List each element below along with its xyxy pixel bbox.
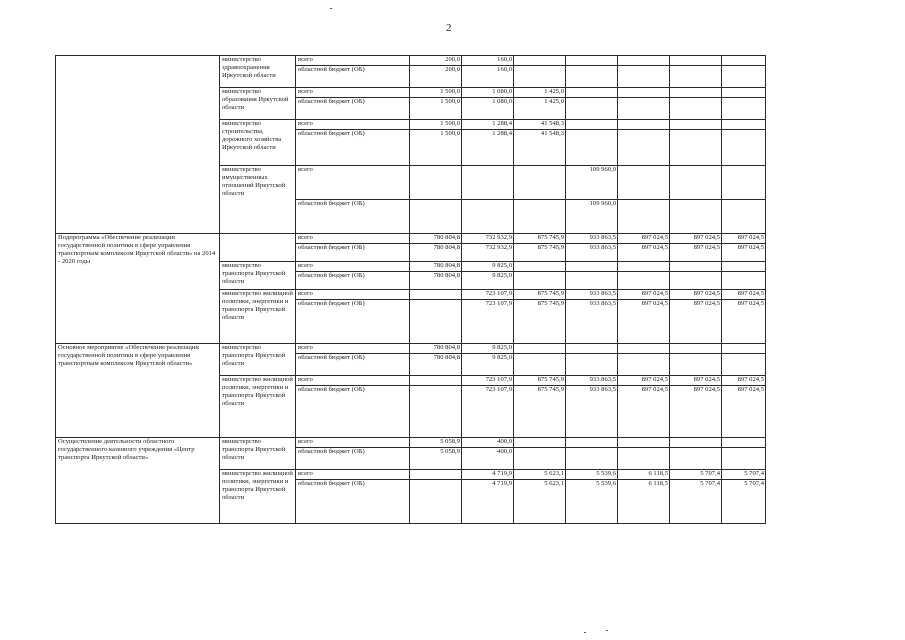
- value-cell: 897 024,5: [670, 300, 722, 344]
- value-cell: [462, 200, 514, 234]
- value-cell: [618, 66, 670, 88]
- value-cell: [670, 88, 722, 98]
- value-cell: 723 107,9: [462, 290, 514, 300]
- value-cell: [566, 438, 618, 448]
- value-cell: [566, 262, 618, 272]
- value-cell: [462, 166, 514, 200]
- executor-cell: министерство имущественных отношений Иркутской области: [220, 166, 296, 234]
- value-cell: 897 024,5: [670, 386, 722, 438]
- value-cell: [514, 448, 566, 470]
- value-cell: [670, 130, 722, 166]
- value-cell: [566, 130, 618, 166]
- value-cell: 732 932,9: [462, 234, 514, 244]
- value-cell: 6 118,5: [618, 470, 670, 480]
- executor-cell: министерство строительства, дорожного хозяйства Иркутской области: [220, 120, 296, 166]
- value-cell: [722, 88, 766, 98]
- value-cell: [670, 448, 722, 470]
- value-cell: 9 825,0: [462, 344, 514, 354]
- value-cell: 1 500,0: [410, 130, 462, 166]
- value-cell: 5 539,6: [566, 470, 618, 480]
- value-cell: 780 804,8: [410, 354, 462, 376]
- value-cell: 897 024,5: [618, 234, 670, 244]
- value-cell: 933 863,5: [566, 290, 618, 300]
- value-cell: [722, 448, 766, 470]
- value-cell: 160,0: [462, 66, 514, 88]
- value-cell: [618, 200, 670, 234]
- value-cell: [410, 300, 462, 344]
- value-cell: [722, 130, 766, 166]
- value-cell: [618, 166, 670, 200]
- value-cell: [566, 344, 618, 354]
- value-cell: [670, 98, 722, 120]
- value-cell: 875 745,9: [514, 234, 566, 244]
- funding-source-cell: областной бюджет (ОБ): [296, 480, 410, 524]
- value-cell: 723 107,9: [462, 300, 514, 344]
- executor-cell: министерство образования Иркутской области: [220, 88, 296, 120]
- value-cell: [618, 438, 670, 448]
- value-cell: [670, 262, 722, 272]
- funding-source-cell: всего: [296, 470, 410, 480]
- funding-source-cell: всего: [296, 344, 410, 354]
- table-row: [56, 438, 766, 448]
- value-cell: [670, 344, 722, 354]
- value-cell: [722, 98, 766, 120]
- funding-source-cell: областной бюджет (ОБ): [296, 300, 410, 344]
- value-cell: [514, 262, 566, 272]
- value-cell: 723 107,9: [462, 386, 514, 438]
- program-title-cell: Осуществление деятельности областного государственного казенного учреждения «Центр транспорта Иркутской области»: [56, 438, 220, 524]
- budget-table: [55, 55, 766, 524]
- table-row: [56, 344, 766, 354]
- value-cell: 1 425,0: [514, 98, 566, 120]
- value-cell: 400,0: [462, 448, 514, 470]
- value-cell: [566, 56, 618, 66]
- value-cell: 780 804,8: [410, 234, 462, 244]
- value-cell: [722, 66, 766, 88]
- value-cell: 1 500,0: [410, 88, 462, 98]
- value-cell: [722, 354, 766, 376]
- value-cell: [670, 56, 722, 66]
- value-cell: [722, 344, 766, 354]
- value-cell: [618, 56, 670, 66]
- value-cell: [722, 200, 766, 234]
- funding-source-cell: всего: [296, 166, 410, 200]
- value-cell: 897 024,5: [618, 300, 670, 344]
- value-cell: 875 745,9: [514, 244, 566, 262]
- value-cell: [722, 438, 766, 448]
- value-cell: 897 024,5: [722, 234, 766, 244]
- executor-cell: министерство жилищной политики, энергетики и транспорта Иркутской области: [220, 290, 296, 344]
- value-cell: [670, 272, 722, 290]
- value-cell: 1 288,4: [462, 130, 514, 166]
- value-cell: [514, 354, 566, 376]
- value-cell: 109 960,0: [566, 166, 618, 200]
- value-cell: 780 804,8: [410, 272, 462, 290]
- value-cell: 1 080,0: [462, 88, 514, 98]
- value-cell: [514, 344, 566, 354]
- funding-source-cell: областной бюджет (ОБ): [296, 200, 410, 234]
- executor-cell: министерство транспорта Иркутской области: [220, 262, 296, 290]
- funding-source-cell: областной бюджет (ОБ): [296, 130, 410, 166]
- value-cell: 1 425,0: [514, 88, 566, 98]
- value-cell: [670, 354, 722, 376]
- value-cell: 1 288,4: [462, 120, 514, 130]
- value-cell: 9 825,0: [462, 272, 514, 290]
- value-cell: 1 500,0: [410, 120, 462, 130]
- table-row: [56, 234, 766, 244]
- value-cell: 897 024,5: [618, 290, 670, 300]
- funding-source-cell: всего: [296, 120, 410, 130]
- value-cell: 875 745,9: [514, 300, 566, 344]
- value-cell: [722, 120, 766, 130]
- value-cell: 897 024,5: [722, 290, 766, 300]
- value-cell: 5 058,9: [410, 448, 462, 470]
- value-cell: [618, 88, 670, 98]
- executor-cell: [220, 234, 296, 262]
- value-cell: 5 707,4: [722, 480, 766, 524]
- value-cell: 723 107,9: [462, 376, 514, 386]
- value-cell: 41 548,3: [514, 120, 566, 130]
- value-cell: 4 719,9: [462, 480, 514, 524]
- value-cell: [566, 98, 618, 120]
- value-cell: [722, 272, 766, 290]
- value-cell: [514, 438, 566, 448]
- value-cell: [670, 166, 722, 200]
- value-cell: 897 024,5: [722, 244, 766, 262]
- value-cell: [410, 386, 462, 438]
- value-cell: [514, 272, 566, 290]
- funding-source-cell: всего: [296, 262, 410, 272]
- executor-cell: министерство жилищной политики, энергетики и транспорта Иркутской области: [220, 470, 296, 524]
- value-cell: 5 707,4: [722, 470, 766, 480]
- value-cell: 41 548,3: [514, 130, 566, 166]
- value-cell: [410, 376, 462, 386]
- value-cell: [566, 448, 618, 470]
- value-cell: [618, 130, 670, 166]
- value-cell: 5 707,4: [670, 480, 722, 524]
- value-cell: [566, 66, 618, 88]
- funding-source-cell: всего: [296, 376, 410, 386]
- program-title-cell: Основное мероприятие «Обеспечение реализации государственной политики в сфере управления транспортным комплексом Иркутской области»: [56, 344, 220, 438]
- value-cell: 875 745,9: [514, 376, 566, 386]
- value-cell: 780 804,8: [410, 262, 462, 272]
- funding-source-cell: всего: [296, 438, 410, 448]
- value-cell: 897 024,5: [618, 386, 670, 438]
- executor-cell: министерство жилищной политики, энергетики и транспорта Иркутской области: [220, 376, 296, 438]
- value-cell: [670, 120, 722, 130]
- value-cell: [618, 448, 670, 470]
- value-cell: 5 539,6: [566, 480, 618, 524]
- program-title-cell: Подпрограмма «Обеспечение реализации государственной политики в сфере управления транспортным комплексом Иркутской области» на 2014 - 2020 годы: [56, 234, 220, 344]
- program-title-cell: [56, 56, 220, 234]
- value-cell: [566, 354, 618, 376]
- value-cell: [670, 438, 722, 448]
- value-cell: 5 058,9: [410, 438, 462, 448]
- value-cell: 1 500,0: [410, 98, 462, 120]
- value-cell: [410, 166, 462, 200]
- value-cell: 1 080,0: [462, 98, 514, 120]
- funding-source-cell: областной бюджет (ОБ): [296, 98, 410, 120]
- value-cell: [514, 166, 566, 200]
- funding-source-cell: областной бюджет (ОБ): [296, 354, 410, 376]
- value-cell: [670, 66, 722, 88]
- value-cell: 875 745,9: [514, 290, 566, 300]
- value-cell: 5 707,4: [670, 470, 722, 480]
- value-cell: [618, 344, 670, 354]
- value-cell: [410, 290, 462, 300]
- executor-cell: министерство здравоохранения Иркутской области: [220, 56, 296, 88]
- value-cell: 897 024,5: [722, 300, 766, 344]
- value-cell: 4 719,9: [462, 470, 514, 480]
- funding-source-cell: областной бюджет (ОБ): [296, 66, 410, 88]
- value-cell: [618, 272, 670, 290]
- value-cell: [618, 354, 670, 376]
- value-cell: 933 863,5: [566, 300, 618, 344]
- funding-source-cell: областной бюджет (ОБ): [296, 386, 410, 438]
- value-cell: [618, 98, 670, 120]
- value-cell: [566, 120, 618, 130]
- value-cell: 160,0: [462, 56, 514, 66]
- funding-source-cell: всего: [296, 56, 410, 66]
- value-cell: 9 825,0: [462, 262, 514, 272]
- value-cell: 200,0: [410, 66, 462, 88]
- value-cell: 897 024,5: [670, 244, 722, 262]
- value-cell: 6 118,5: [618, 480, 670, 524]
- value-cell: 780 804,8: [410, 244, 462, 262]
- value-cell: 897 024,5: [670, 290, 722, 300]
- funding-source-cell: всего: [296, 234, 410, 244]
- value-cell: 897 024,5: [618, 244, 670, 262]
- executor-cell: министерство транспорта Иркутской области: [220, 438, 296, 470]
- value-cell: 732 932,9: [462, 244, 514, 262]
- value-cell: [514, 66, 566, 88]
- funding-source-cell: всего: [296, 290, 410, 300]
- funding-source-cell: всего: [296, 88, 410, 98]
- funding-source-cell: областной бюджет (ОБ): [296, 244, 410, 262]
- value-cell: 400,0: [462, 438, 514, 448]
- value-cell: 933 863,5: [566, 376, 618, 386]
- value-cell: 875 745,9: [514, 386, 566, 438]
- value-cell: [618, 120, 670, 130]
- value-cell: 9 825,0: [462, 354, 514, 376]
- value-cell: 897 024,5: [618, 376, 670, 386]
- value-cell: 897 024,5: [722, 386, 766, 438]
- value-cell: [566, 88, 618, 98]
- value-cell: 933 863,5: [566, 386, 618, 438]
- value-cell: [410, 480, 462, 524]
- value-cell: [670, 200, 722, 234]
- value-cell: 5 623,1: [514, 470, 566, 480]
- value-cell: [410, 200, 462, 234]
- value-cell: 897 024,5: [670, 376, 722, 386]
- value-cell: [722, 56, 766, 66]
- value-cell: 200,0: [410, 56, 462, 66]
- value-cell: 780 804,8: [410, 344, 462, 354]
- table-row: [56, 56, 766, 66]
- value-cell: 5 623,1: [514, 480, 566, 524]
- value-cell: [514, 56, 566, 66]
- value-cell: 897 024,5: [670, 234, 722, 244]
- executor-cell: министерство транспорта Иркутской области: [220, 344, 296, 376]
- funding-source-cell: областной бюджет (ОБ): [296, 448, 410, 470]
- value-cell: [618, 262, 670, 272]
- value-cell: [722, 166, 766, 200]
- value-cell: 109 960,0: [566, 200, 618, 234]
- value-cell: 933 863,5: [566, 244, 618, 262]
- value-cell: [722, 262, 766, 272]
- value-cell: 897 024,5: [722, 376, 766, 386]
- value-cell: [514, 200, 566, 234]
- value-cell: [410, 470, 462, 480]
- value-cell: [566, 272, 618, 290]
- value-cell: 933 863,5: [566, 234, 618, 244]
- funding-source-cell: областной бюджет (ОБ): [296, 272, 410, 290]
- page-number: 2: [446, 22, 452, 34]
